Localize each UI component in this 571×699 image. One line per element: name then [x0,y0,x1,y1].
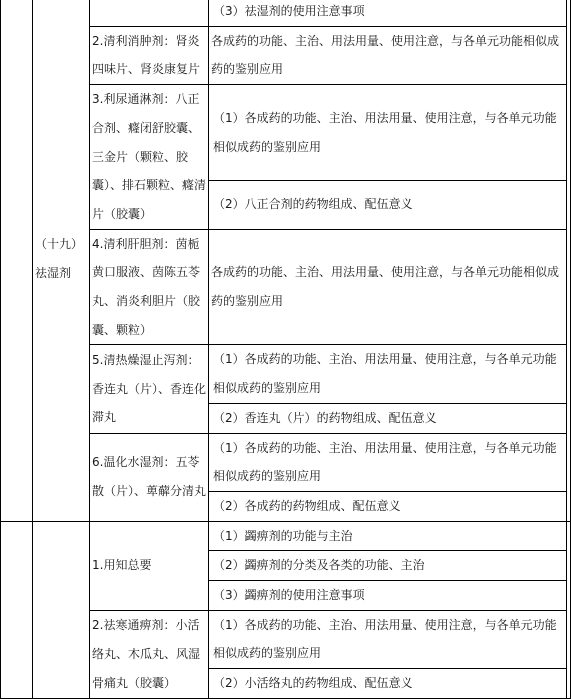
topic-cell: 3.利尿通淋剂：八正合剂、癃闭舒胶囊、三金片（颗粒、胶囊）、排石颗粒、癃清片（胶囊） [90,85,209,230]
topic-cell: 2.祛寒通痹剂：小活络丸、木瓜丸、风湿骨痛丸（胶囊） [90,610,209,698]
right-blank-cell [567,0,571,521]
requirement-cell: （1）各成药的功能、主治、用法用量、使用注意，与各单元功能相似成药的鉴别应用 [209,610,567,668]
left-blank-cell [1,0,33,521]
topic-cell: 5.清热燥湿止泻剂：香连丸（片）、香连化滞丸 [90,345,209,433]
topic-cell: 1.用知总要 [90,521,209,610]
topic-cell: 6.温化水湿剂：五苓散（片）、萆薢分清丸 [90,433,209,521]
requirement-cell: （1）各成药的功能、主治、用法用量、使用注意，与各单元功能相似成药的鉴别应用 [209,345,567,403]
topic-cell: 2.清利消肿剂：肾炎四味片、肾炎康复片 [90,26,209,84]
section-label-cell [33,521,90,698]
section-label-cell [33,0,90,521]
requirement-cell: （2）小活络丸的药物组成、配伍意义 [209,669,567,699]
requirement-cell: （1）各成药的功能、主治、用法用量、使用注意，与各单元功能相似成药的鉴别应用 [209,85,567,181]
topic-cell [90,0,209,26]
requirement-cell: 各成药的功能、主治、用法用量、使用注意，与各单元功能相似成药的鉴别应用 [209,26,567,84]
requirement-cell: （3）祛湿剂的使用注意事项 [209,0,567,26]
requirement-cell: （2）各成药的药物组成、配伍意义 [209,491,567,521]
requirement-cell: 各成药的功能、主治、用法用量、使用注意，与各单元功能相似成药的鉴别应用 [209,229,567,345]
table-row [1,521,571,551]
table-row [1,0,571,26]
requirement-cell: （2）蠲痹剂的分类及各类的功能、主治 [209,551,567,581]
left-blank-cell [1,521,33,698]
requirement-cell: （2）香连丸（片）的药物组成、配伍意义 [209,403,567,433]
requirement-cell: （2）八正合剂的药物组成、配伍意义 [209,180,567,229]
section-label: （十九）祛湿剂 [35,237,84,280]
requirement-cell: （1）蠲痹剂的功能与主治 [209,521,567,551]
requirement-cell: （3）蠲痹剂的使用注意事项 [209,581,567,611]
topic-cell: 4.清利肝胆剂：茵栀黄口服液、茵陈五苓丸、消炎利胆片（胶囊、颗粒） [90,229,209,345]
requirement-cell: （1）各成药的功能、主治、用法用量、使用注意，与各单元功能相似成药的鉴别应用 [209,433,567,491]
right-blank-cell [567,521,571,698]
